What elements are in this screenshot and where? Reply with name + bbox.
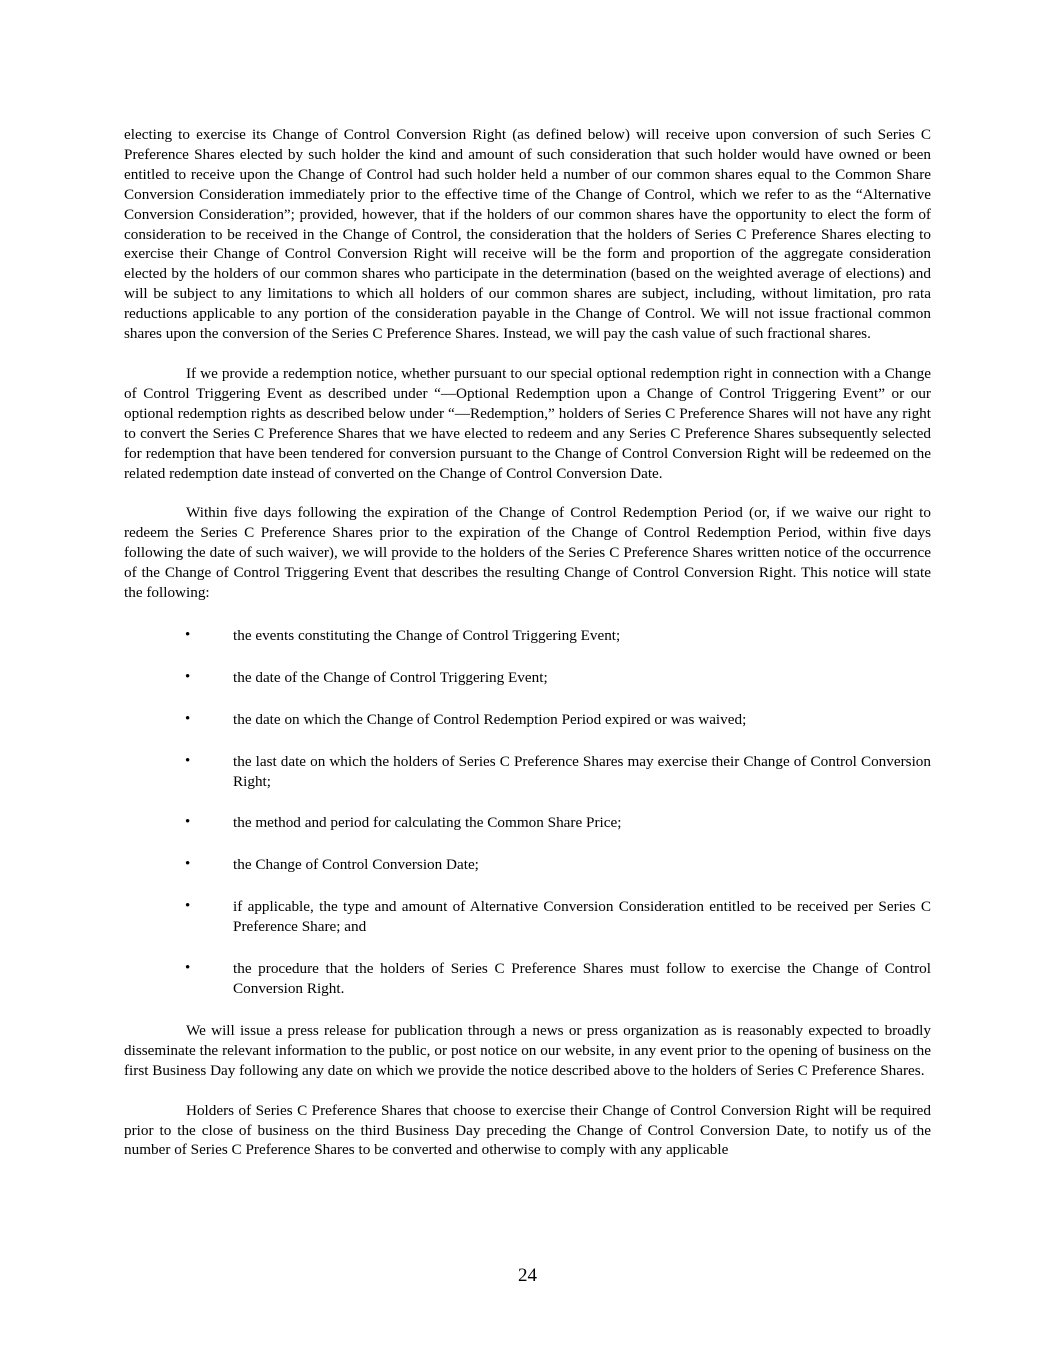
list-item-text: if applicable, the type and amount of Alternative Conversion Consideration entitled to be received per Series C Preference Share; and (233, 898, 931, 936)
bullet-icon: • (185, 626, 191, 643)
paragraph-written-notice: Within five days following the expiration of the Change of Control Redemption Period (or, if we waive our right to redeem the Series C Preference Shares prior to the expiration of the Change of Control Redemption Period, within five days following the date of such waiver), we will provide to the holders of the Series C Preference Shares written notice of the occurrence of the Change of Control Triggering Event that describes the resulting Change of Control Conversion Right. This notice will state the following: (124, 504, 931, 602)
list-item-text: the date of the Change of Control Triggering Event; (233, 668, 548, 686)
list-item-text: the procedure that the holders of Series C Preference Shares must follow to exercise the Change of Control Conversion Right. (233, 960, 931, 997)
list-item-text: the events constituting the Change of Control Triggering Event; (233, 626, 621, 644)
list-item (124, 959, 931, 999)
list-item (124, 855, 931, 875)
paragraph-alternative-conversion: electing to exercise its Change of Control Conversion Right (as defined below) will receive upon conversion of such Series C Preference Shares elected by such holder the kind and amount of such consideration that such holder would have owned or been entitled to receive upon the Change of Control had such holder held a number of our common shares equal to the Common Share Conversion Consideration immediately prior to the effective time of the Change of Control, which we refer to as the “Alternative Conversion Consideration”; provided, however, that if the holders of our common shares have the opportunity to elect the form of consideration to be received in the Change of Control, the consideration that the holders of Series C Preference Shares electing to exercise their Change of Control Conversion Right will receive will be the form and proportion of the aggregate consideration elected by the holders of our common shares who participate in the determination (based on the weighted average of elections) and will be subject to any limitations to which all holders of our common shares are subject, including, without limitation, pro rata reductions applicable to any portion of the consideration payable in the Change of Control. We will not issue fractional common shares upon the conversion of the Series C Preference Shares. Instead, we will pay the cash value of such fractional shares. (124, 126, 931, 343)
bullet-icon: • (185, 814, 191, 831)
list-item (124, 668, 931, 688)
paragraph-press-release: We will issue a press release for publication through a news or press organization as is reasonably expected to broadly disseminate the relevant information to the public, or post notice on our website, in any event prior to the opening of business on the first Business Day following any date on which we provide the notice described above to the holders of Series C Preference Shares. (124, 1021, 931, 1079)
page-number: 24 (518, 1265, 537, 1286)
bullet-icon: • (185, 960, 191, 977)
bullet-icon: • (185, 668, 191, 685)
list-item (124, 710, 931, 730)
list-item (124, 752, 931, 792)
bullet-icon: • (185, 856, 191, 873)
list-item (124, 813, 931, 833)
bullet-icon: • (185, 898, 191, 915)
list-item (124, 897, 931, 937)
paragraph-holders-notification: Holders of Series C Preference Shares that choose to exercise their Change of Control Conversion Right will be required prior to the close of business on the third Business Day preceding the Change of Control Conversion Date, to notify us of the number of Series C Preference Shares to be converted and otherwise to comply with any applicable (124, 1101, 931, 1159)
list-item-text: the last date on which the holders of Series C Preference Shares may exercise their Change of Control Conversion Right; (233, 752, 931, 790)
list-item-text: the Change of Control Conversion Date; (233, 856, 479, 874)
list-item-text: the date on which the Change of Control Redemption Period expired or was waived; (233, 710, 747, 728)
list-item (124, 626, 931, 646)
bullet-icon: • (185, 752, 191, 769)
bullet-icon: • (185, 710, 191, 727)
notice-contents-list (124, 626, 931, 999)
paragraph-redemption-notice: If we provide a redemption notice, whether pursuant to our special optional redemption right in connection with a Change of Control Triggering Event as described under “—Optional Redemption upon a Change of Control Triggering Event” or our optional redemption rights as described below under “—Redemption,” holders of Series C Preference Shares will not have any right to convert the Series C Preference Shares that we have elected to redeem and any Series C Preference Shares subsequently selected for redemption that have been tendered for conversion pursuant to the Change of Control Conversion Right will be redeemed on the related redemption date instead of converted on the Change of Control Conversion Date. (124, 364, 931, 482)
list-item-text: the method and period for calculating the Common Share Price; (233, 814, 622, 832)
document-page (124, 125, 931, 1160)
